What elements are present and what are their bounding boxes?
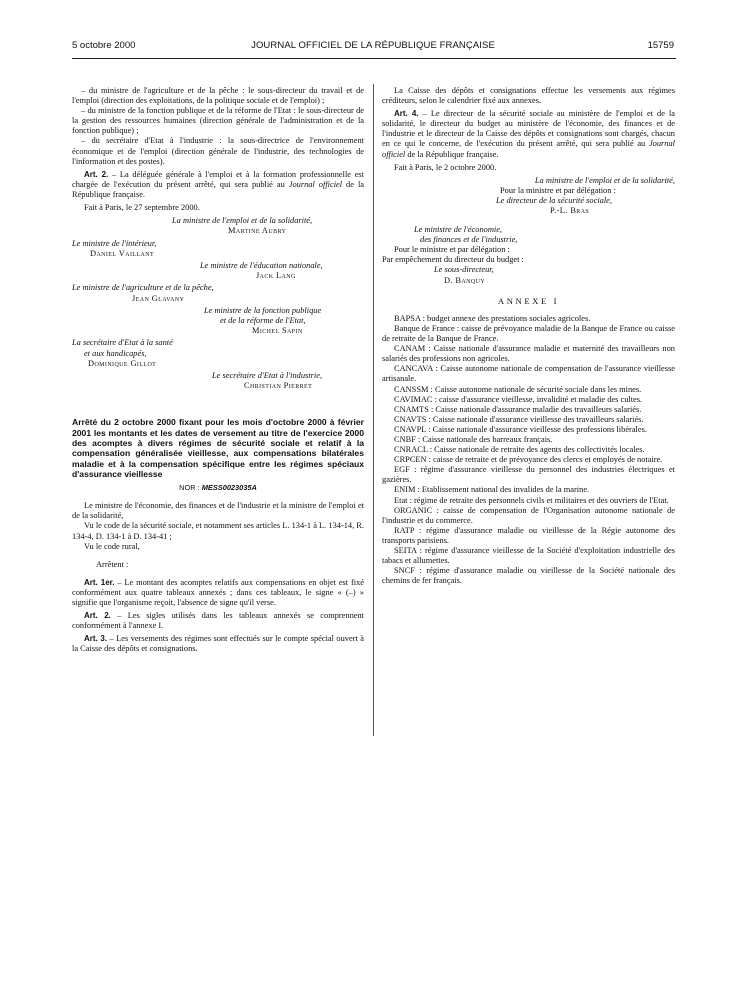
signatory-name: Jean Glavany (132, 293, 185, 303)
article-1 (72, 578, 364, 608)
signature-block (382, 176, 675, 217)
signatory-role: Le ministre de l'intérieur, (72, 238, 157, 248)
right-column (382, 86, 675, 586)
delegation-line: Par empêchement du directeur du budget : (382, 255, 524, 265)
signatory-role: Le ministre de la fonction publique (204, 305, 322, 315)
acronym-definition: RATP : régime d'assurance maladie ou vieillesse de la Régie autonome des transports parisiens. (382, 525, 675, 545)
acronym-definition: CRPCEN : caisse de retraite et de prévoyance des clercs et employés de notaire. (394, 455, 663, 465)
header-divider (72, 58, 676, 59)
acronym-definition: SNCF : régime d'assurance maladie ou vieillesse de la Société nationale des chemins de fer français. (382, 566, 675, 586)
acronym-definition: SEITA : régime d'assurance vieillesse de la Société d'exploitation industrielle des tabacs et allumettes. (382, 546, 675, 566)
signatory-role: Le ministre de l'éducation nationale, (200, 260, 323, 270)
delegation-item: – du ministre de la fonction publique et de la réforme de l'Etat : le sous-directeur de la gestion des ressources humaines (direction générale de l'administration et de la fonction publique) ; (72, 106, 364, 136)
signatory-name: P.-L. Bras (550, 206, 590, 216)
acronym-definition: EGF : régime d'assurance vieillesse du personnel des industries électriques et gazières. (382, 465, 675, 485)
journal-officiel-ref: Journal officiel (288, 179, 343, 189)
delegation-item: – du secrétaire d'Etat à l'industrie : la sous-directrice de l'environnement économique et de l'emploi (direction générale de l'industrie, des technologies de l'information et des postes). (72, 136, 364, 166)
signatory-name: Jack Lang (256, 271, 296, 281)
header-journal-title: JOURNAL OFFICIEL DE LA RÉPUBLIQUE FRANÇAISE (251, 40, 495, 51)
article-2 (72, 170, 364, 200)
delegation-line: Pour la ministre et par délégation : (500, 185, 616, 195)
acronym-definition: Banque de France : caisse de prévoyance maladie de la Banque de France ou caisse de retraite de la Banque de France. (382, 323, 675, 344)
article-text: – Les versements des régimes sont effectués sur le compte spécial ouvert à la Caisse des dépôts et consignations. (72, 634, 364, 654)
article-text: – Le directeur de la sécurité sociale au ministère de l'emploi et de la solidarité, le directeur du budget au ministère de l'économie, des finances et de l'industrie et le directeur de la Caisse des dépôts et consignations sont chargés, chacun en ce qui le concerne, de l'exécution du présent arrêté, qui sera publié au (382, 109, 675, 149)
signature-block (382, 225, 675, 286)
journal-officiel-ref: Journal officiel (382, 139, 675, 159)
acronym-definition: Etat : régime de retraite des personnels civils et militaires et des ouvriers de l'Etat. (394, 495, 669, 505)
visa: Vu le code de la sécurité sociale, et notamment ses articles L. 134-1 à L. 134-14, R. 134-4, D. 134-1 à D. 134-41 ; (72, 521, 364, 541)
signatory-role: Le ministre de l'agriculture et de la pêche, (72, 283, 214, 293)
arretent: Arrêtent : (96, 559, 129, 569)
signatory-role: La secrétaire d'Etat à la santé (72, 338, 173, 348)
acronym-definition: CNAMTS : Caisse nationale d'assurance maladie des travailleurs salariés. (394, 404, 642, 414)
article-label: Art. 3. (84, 634, 108, 644)
signing-date: Fait à Paris, le 2 octobre 2000. (394, 162, 497, 172)
acronym-definition: BAPSA : budget annexe des prestations sociales agricoles. (394, 313, 591, 323)
signatory-role: Le directeur de la sécurité sociale, (496, 196, 612, 206)
paragraph: La Caisse des dépôts et consignations effectue les versements aux régimes créditeurs, selon le calendrier fixé aux annexes. (382, 86, 675, 106)
signatory-name: Dominique Gillot (88, 358, 157, 368)
article-text: de la République française. (72, 179, 364, 199)
acronym-definition: CNAVTS : Caisse nationale d'assurance vieillesse des travailleurs salariés. (394, 414, 644, 424)
signing-date: Fait à Paris, le 27 septembre 2000. (84, 203, 200, 213)
annexe-list (382, 314, 675, 587)
signatory-role: et de la réforme de l'Etat, (220, 315, 306, 325)
decree-title: Arrêté du 2 octobre 2000 fixant pour les mois d'octobre 2000 à février 2001 les montants et les dates de versement au titre de l'exercice 2000 des acomptes à divers régimes de sécurité sociale et relatif à la compensation généralisée vieillesse, aux compensations bilatérales maladie et à la compensation spécifique entre les régimes spéciaux d'assurance vieillesse (72, 417, 364, 479)
annexe-title: ANNEXE I (497, 295, 560, 306)
article-2 (72, 611, 364, 631)
signatory-name: Daniel Vaillant (90, 248, 155, 258)
acronym-definition: CANAM : Caisse nationale d'assurance maladie et maternité des travailleurs non salariés des professions non agricoles. (382, 344, 675, 364)
delegation-item: – du ministre de l'agriculture et de la pêche : le sous-directeur du travail et de l'emploi (direction des exploitations, de la politique sociale et de l'emploi) ; (72, 86, 364, 106)
article-text: de la République française. (405, 149, 499, 159)
article-text: – Les sigles utilisés dans les tableaux annexés se comprennent conformément à l'annexe I. (72, 611, 365, 631)
article-label: Art. 2. (84, 169, 109, 179)
column-divider (373, 84, 374, 736)
signatory-role: La ministre de l'emploi et de la solidarité, (534, 175, 675, 185)
signatory-role: Le secrétaire d'Etat à l'industrie, (212, 370, 323, 380)
signatory-name: Michel Sapin (252, 326, 303, 336)
header-date: 5 octobre 2000 (72, 40, 136, 51)
nor-label: NOR : (179, 483, 202, 493)
left-column (72, 86, 364, 654)
page-header (72, 40, 674, 54)
signatory-role: des finances et de l'industrie, (420, 234, 518, 244)
acronym-definition: CAVIMAC : caisse d'assurance vieillesse, invalidité et maladie des cultes. (394, 394, 643, 404)
article-label: Art. 4. (394, 109, 419, 119)
signatory-name: D. Banquy (444, 275, 486, 285)
acronym-definition: CNRACL : Caisse nationale de retraite des agents des collectivités locales. (394, 445, 645, 455)
preamble: Le ministre de l'économie, des finances et de l'industrie et la ministre de l'emploi et de la solidarité, (72, 501, 364, 521)
article-label: Art. 1er. (84, 577, 115, 587)
acronym-definition: ORGANIC : caisse de compensation de l'Organisation autonome nationale de l'industrie et du commerce. (382, 505, 675, 525)
signature-block (72, 216, 364, 391)
article-4 (382, 109, 675, 159)
acronym-definition: CNBF : Caisse nationale des barreaux français. (394, 435, 553, 444)
article-3 (72, 634, 364, 654)
delegation-line: Pour le ministre et par délégation : (394, 244, 510, 254)
visa: Vu le code rural, (84, 541, 140, 551)
signatory-role: Le sous-directeur, (434, 265, 494, 275)
signatory-role: et aux handicapés, (84, 348, 147, 358)
nor-code: MESS0023035A (201, 483, 257, 493)
signatory-name: Martine Aubry (228, 226, 287, 236)
signatory-role: La ministre de l'emploi et de la solidarité, (172, 216, 313, 226)
nor-reference (72, 483, 364, 493)
header-page-number: 15759 (647, 40, 674, 51)
article-text: – Le montant des acomptes relatifs aux compensations en objet est fixé conformément aux quatre tableaux annexés ; dans ces tableaux, le signe « (–) » signifie que l'organisme reçoit, l'absence de signe qu'il verse. (72, 577, 364, 607)
article-text: – La déléguée générale à l'emploi et à la formation professionnelle est chargée de l'exécution du présent arrêté, qui sera publié au (72, 169, 365, 189)
signatory-name: Christian Pierret (244, 381, 313, 391)
signatory-role: Le ministre de l'économie, (414, 224, 503, 234)
acronym-definition: CNAVPL : Caisse nationale d'assurance vieillesse des professions libérales. (394, 424, 647, 434)
article-label: Art. 2. (84, 611, 111, 621)
acronym-definition: CANSSM : Caisse autonome nationale de sécurité sociale dans les mines. (394, 384, 642, 394)
acronym-definition: ENIM : Etablissement national des invalides de la marine. (394, 485, 590, 495)
acronym-definition: CANCAVA : Caisse autonome nationale de compensation de l'assurance vieillesse artisanale. (382, 364, 675, 384)
